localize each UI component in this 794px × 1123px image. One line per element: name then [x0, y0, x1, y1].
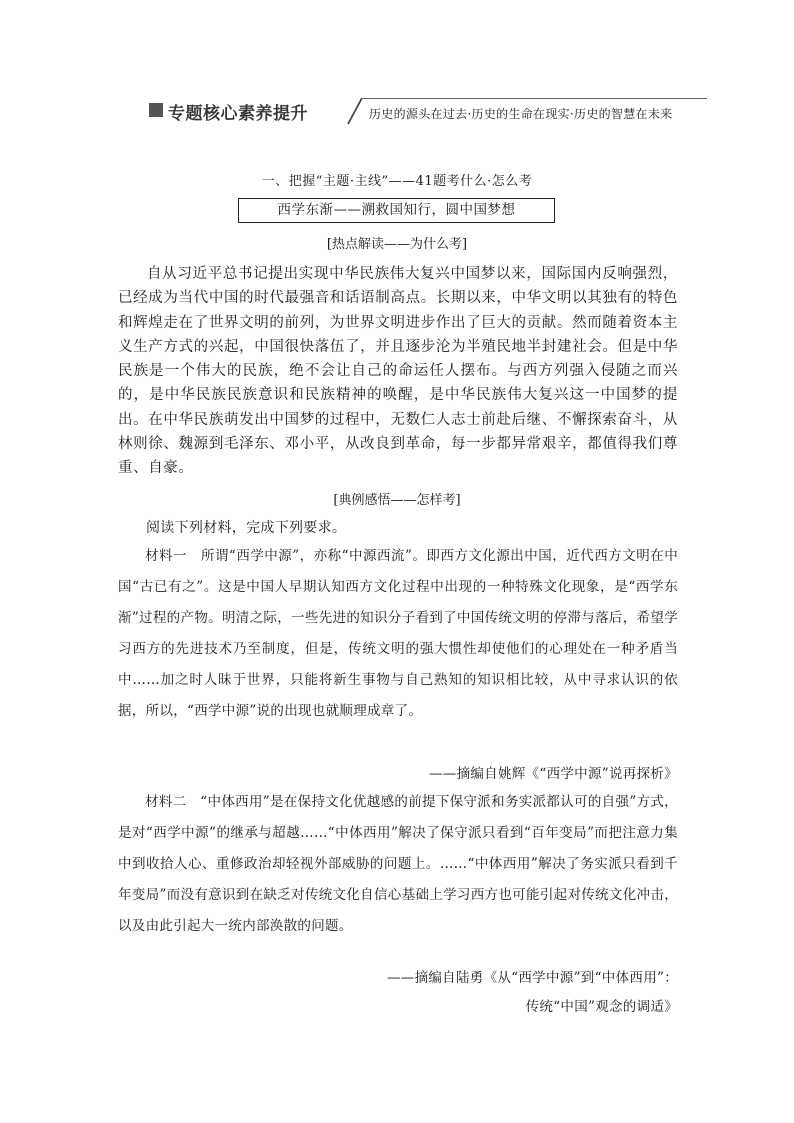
header-motto: 历史的源头在过去·历史的生命在现实·历史的智慧在未来 [369, 107, 673, 121]
header-title: 专题核心素养提升 [168, 104, 308, 124]
section-header-banner [149, 96, 709, 126]
material-two-source-line2: 传统“中国”观念的调适》 [525, 999, 678, 1015]
why-heading: [热点解读——为什么考] [326, 237, 468, 252]
intro-paragraph: 自从习近平总书记提出实现中华民族伟大复兴中国梦以来，国际国内反响强烈，已经成为当代中国的时代最强音和话语制高点。长期以来，中华文明以其独有的特色和辉煌走在了世界文明的前列，为世界文明进步作出了巨大的贡献。然而随着资本主义生产方式的兴起，中国很快落伍了，并且逐步沦为半殖民地半封建社会。但是中华民族是一个伟大的民族，绝不会让自己的命运任人摆布。与西方列强入侵随之而兴的，是中华民族民族意识和民族精神的唤醒，是中华民族伟大复兴这一中国梦的提出。在中华民族萌发出中国梦的过程中，无数仁人志士前赴后继、不懈探索奋斗，从林则徐、魏源到毛泽东、邓小平，从改良到革命，每一步都异常艰辛，都值得我们尊重、自豪。 [118, 266, 678, 477]
material-two-source-line1: ——摘编自陆勇《从“西学中源”到“中体西用”： [386, 970, 678, 986]
instruction-text: 阅读下列材料，完成下列要求。 [146, 520, 347, 536]
how-heading: [典例感悟——怎样考] [333, 493, 461, 508]
material-two: 材料二 “中体西用”是在保持文化优越感的前提下保守派和务实派都认可的自强”方式，是对“西学中源”的继承与超越……“中体西用”解决了保守派只看到“百年变局”而把注意力集中到收拾人心、重修政治却轻视外部威胁的问题上。……“中体西用”解决了务实派只看到千年变局”而没有意识到在缺乏对传统文化自信心基础上学习西方也可能引起对传统文化冲击，以及由此引起大一统内部涣散的问题。 [118, 794, 678, 934]
header-rule [361, 98, 707, 99]
square-bullet-icon [149, 103, 163, 117]
material-one: 材料一 所谓“西学中源”，亦称“中源西流”。即西方文化源出中国，近代西方文明在中国“古已有之”。这是中国人早期认知西方文化过程中出现的一种特殊文化现象，是“西学东渐”过程的产物。明清之际，一些先进的知识分子看到了中国传统文明的停滞与落后，希望学习西方的先进技术乃至制度，但是，传统文明的强大惯性却使他们的心理处在一种矛盾当中……加之时人昧于世界，只能将新生事物与自己熟知的知识相比较，从中寻求认识的依据，所以，“西学中源”说的出现也就顺理成章了。 [118, 548, 678, 719]
material-one-source: ——摘编自姚辉《“西学中源”说再探析》 [428, 766, 678, 782]
section-title: 一、把握“主题·主线”——41题考什么·怎么考 [261, 174, 533, 189]
topic-box: 西学东渐——溯救国知行，圆中国梦想 [238, 198, 555, 223]
